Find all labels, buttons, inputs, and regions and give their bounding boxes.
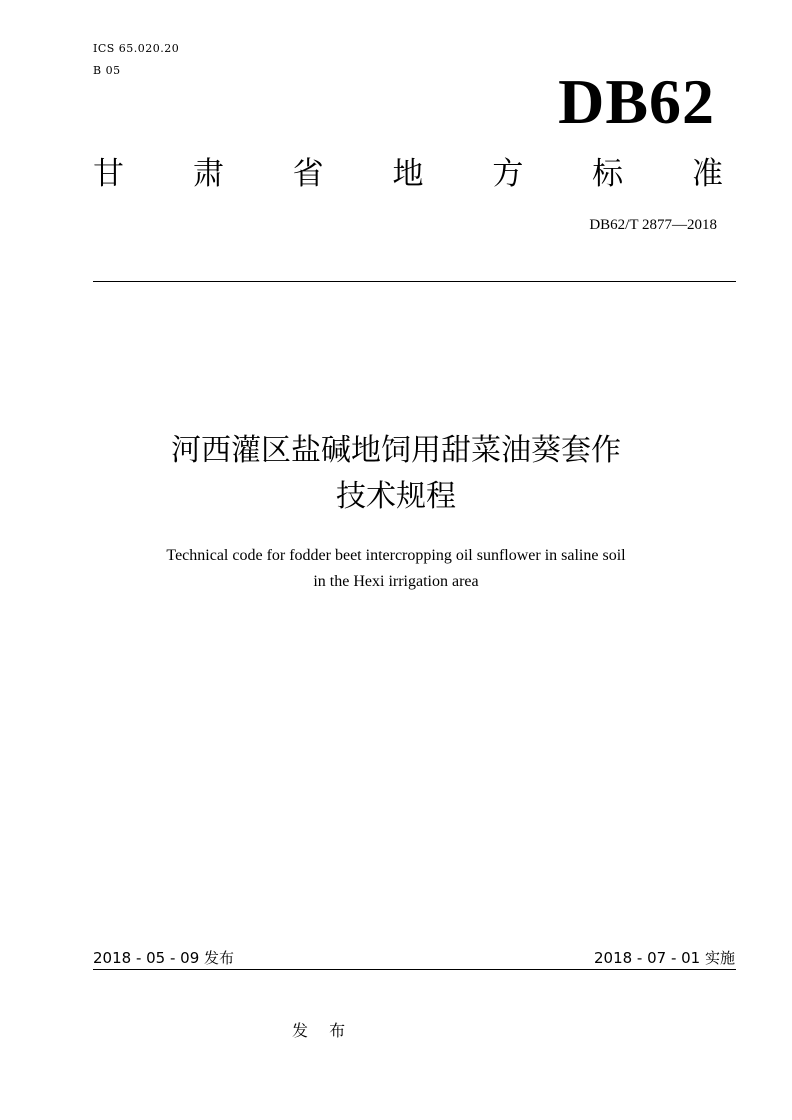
chinese-title-line-1: 河西灌区盐碱地饲用甜菜油葵套作 <box>171 433 621 468</box>
standard-type-char: 甘 <box>93 156 124 192</box>
implementation-date: 2018 - 07 - 01 实施 <box>593 949 735 967</box>
issue-date: 2018 - 05 - 09 发布 <box>93 949 235 967</box>
ccs-code: B 05 <box>93 64 121 77</box>
top-divider <box>93 281 736 282</box>
standard-type-char: 准 <box>691 156 723 192</box>
standard-type-char: 地 <box>392 156 424 192</box>
standard-type-char: 标 <box>592 156 624 192</box>
standard-number: DB62/T 2877—2018 <box>589 217 717 233</box>
publisher-line: 发 布 <box>292 1021 354 1040</box>
chinese-title-line-2: 技术规程 <box>336 479 456 514</box>
standard-type-char: 省 <box>292 156 324 192</box>
english-title-line-2: in the Hexi irrigation area <box>313 573 479 590</box>
chinese-title <box>100 428 692 520</box>
db-logo: DB62 <box>558 66 715 137</box>
ics-code: ICS 65.020.20 <box>93 42 180 55</box>
standard-type-heading <box>93 152 723 196</box>
standard-type-char: 方 <box>492 156 524 192</box>
english-title <box>100 543 692 595</box>
bottom-divider <box>93 969 736 970</box>
standard-type-char: 肃 <box>192 156 224 192</box>
english-title-line-1: Technical code for fodder beet intercropping oil sunflower in saline soil <box>166 547 626 564</box>
